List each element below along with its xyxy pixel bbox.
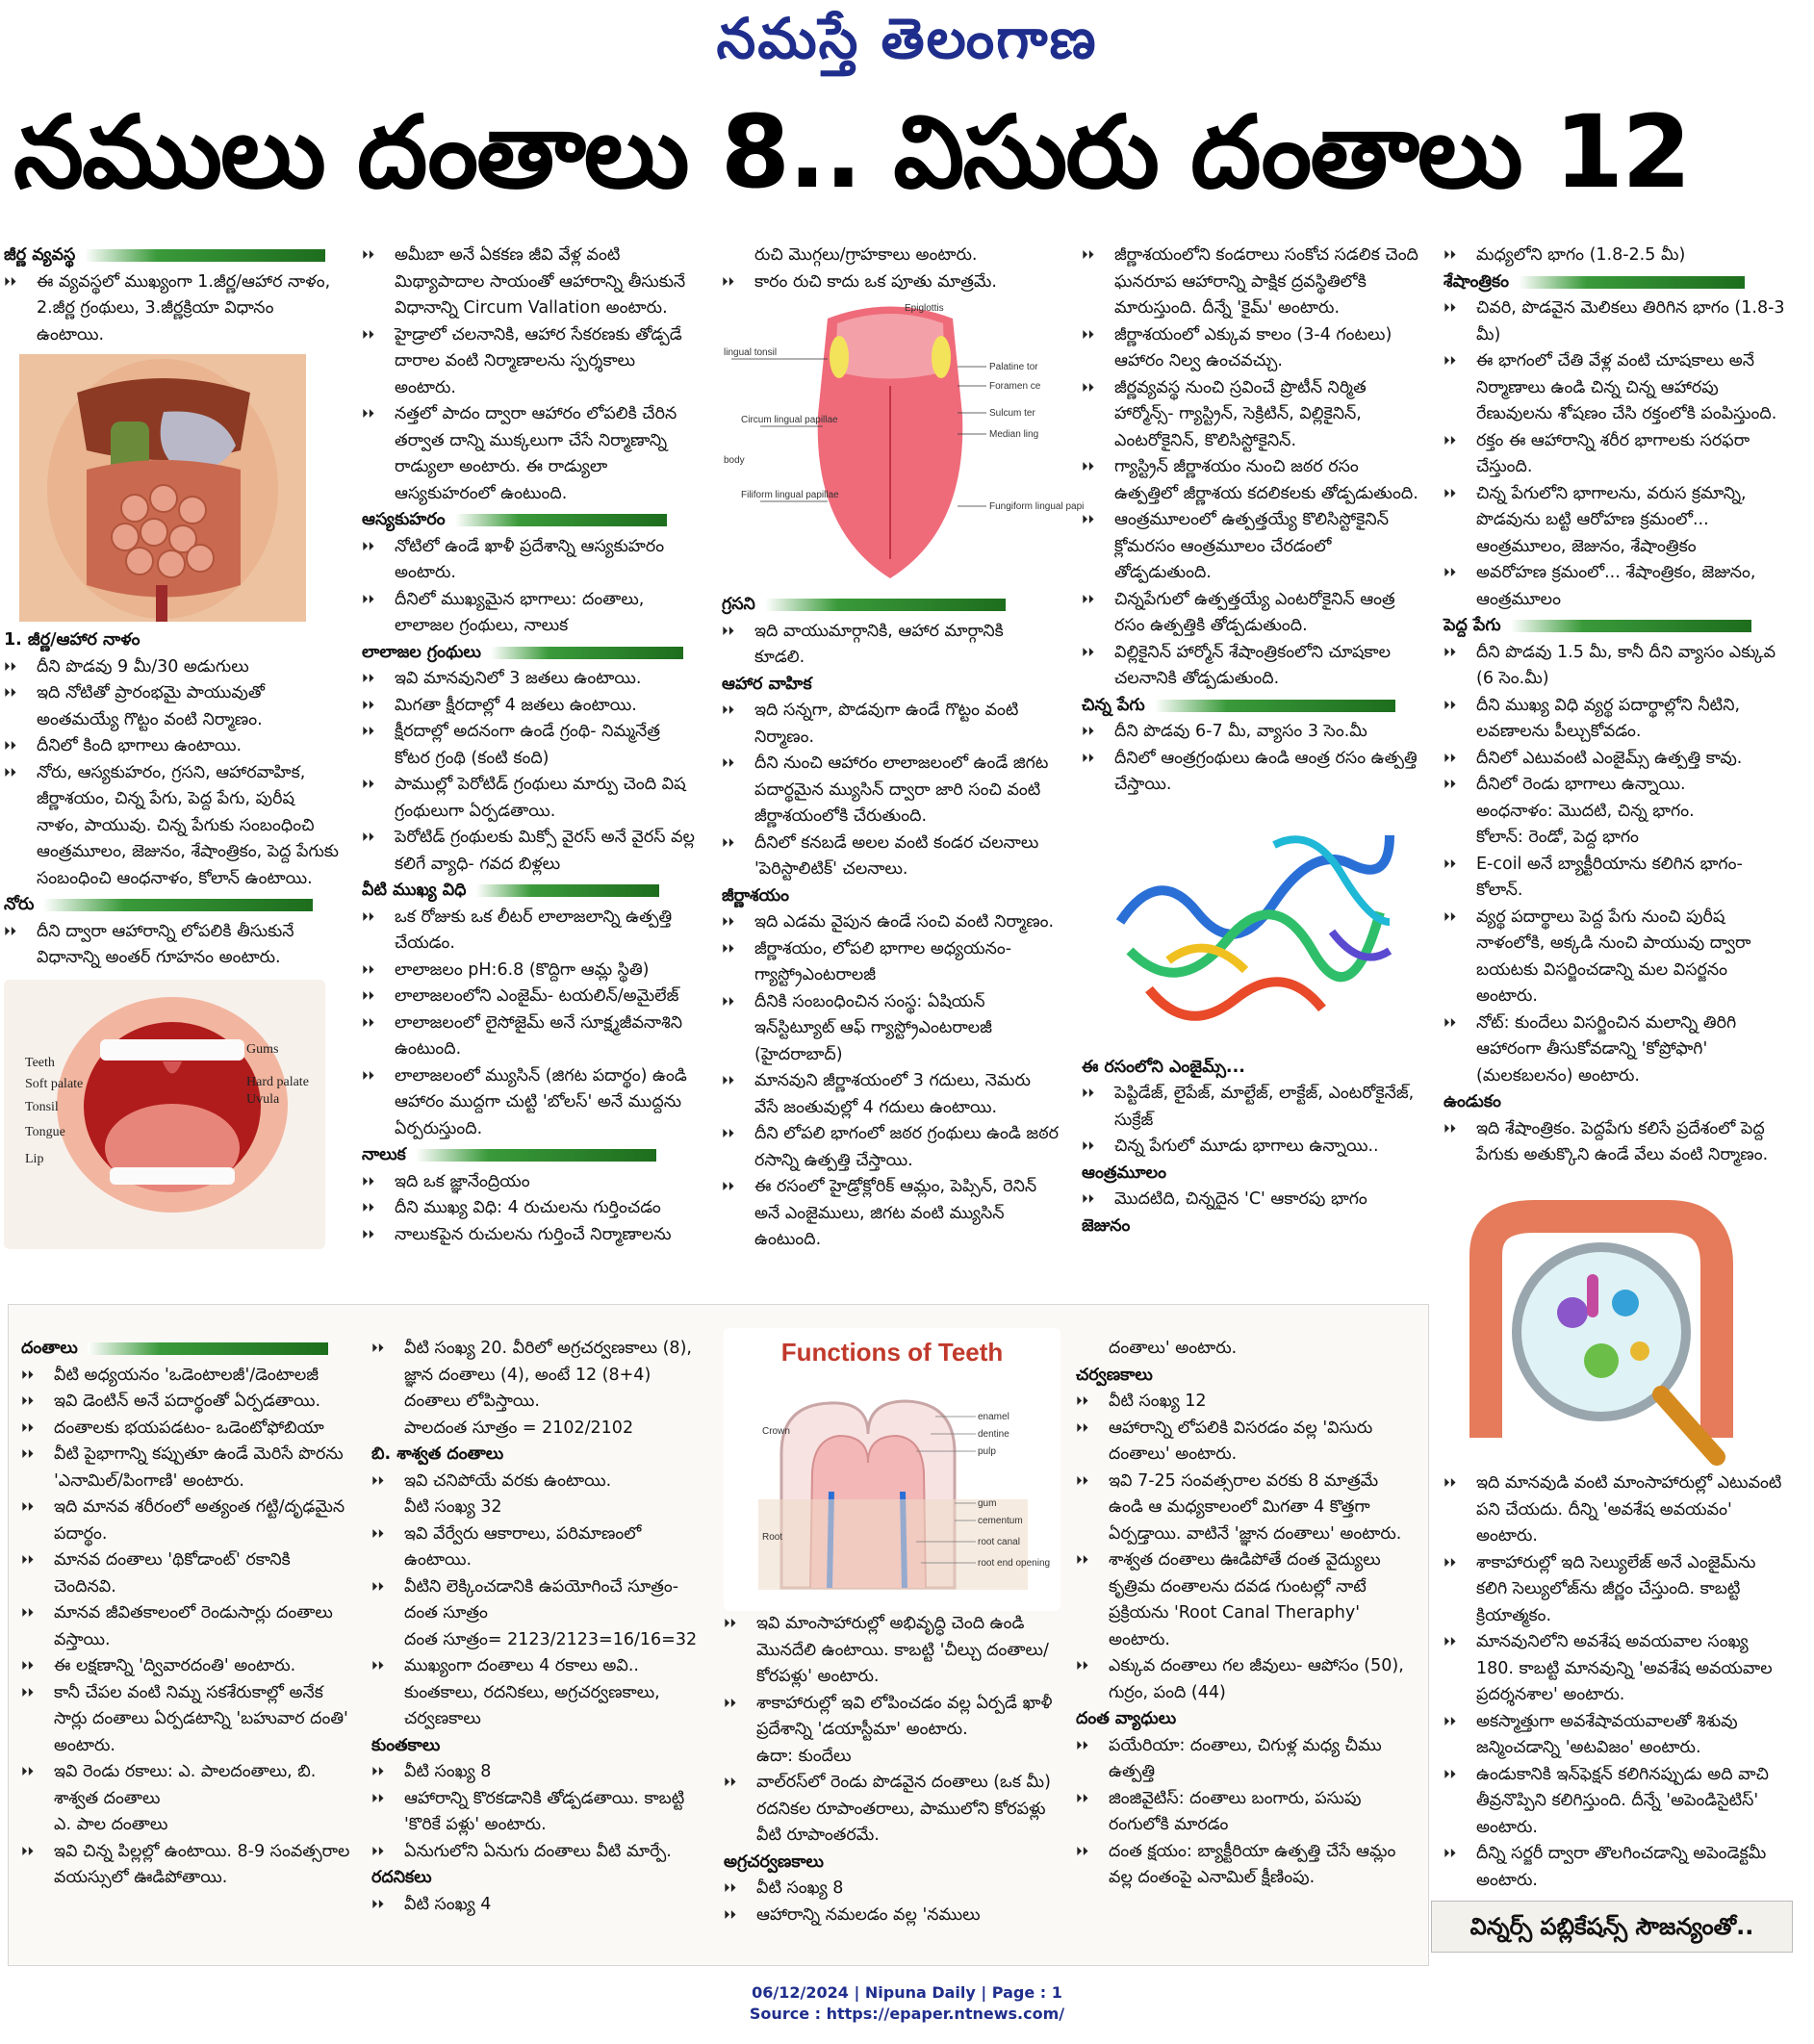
bullet-item: ⏵⏵ లాలాజలంలో లైసోజైమ్ అనే సూక్ష్మజీవనాశిని ఉంటుంది. xyxy=(362,1010,699,1063)
section-heading: జెజునం xyxy=(1082,1215,1131,1236)
bullet-icon: ⏵⏵ xyxy=(21,1844,34,1859)
bullet-item: ⏵⏵ శాశ్వత దంతాలు ఊడిపోతే దంత వైద్యులు కృత్రిమ దంతాలను దవడ గుంటల్లో నాటే ప్రక్రియను 'Root Canal Theraphy' అంటారు. xyxy=(1076,1547,1413,1653)
tongue-label: Foramen ce xyxy=(989,381,1041,392)
bullet-item: ⏵⏵ పాముల్లో పెరోటిడ్ గ్రంథులు మార్పు చెంది విష గ్రంథులుగా ఏర్పడతాయి. xyxy=(362,772,699,825)
bullet-icon: ⏵⏵ xyxy=(724,1617,736,1631)
bullet-icon: ⏵⏵ xyxy=(4,659,16,675)
bullet-icon: ⏵⏵ xyxy=(362,1068,374,1084)
bullet-icon: ⏵⏵ xyxy=(362,778,374,792)
mouth-label: Tonsil xyxy=(25,1099,59,1114)
bullet-item: ⏵⏵ అవరోహణ క్రమంలో... శేషాంత్రికం, జెజునం, ఆంత్రమూలం xyxy=(1444,560,1786,613)
section-heading: ఉండుకం xyxy=(1444,1092,1501,1111)
section-bar xyxy=(455,514,667,526)
bullet-icon: ⏵⏵ xyxy=(1082,380,1094,396)
bullet-item: ⏵⏵ వీటి సంఖ్య 20. వీరిలో అగ్రచర్వణకాలు (8), జ్ఞాన దంతాలు (4), అంటే 12 (8+4) దంతాలు లోపిస్తాయి. xyxy=(371,1336,706,1416)
bullet-item: ⏵⏵ దీనిలో కింది భాగాలు ఉంటాయి. xyxy=(4,733,339,760)
section-heading: చిన్న పేగు xyxy=(1082,695,1145,715)
text-line: దంత సూత్రం= 2123/2123=16/16=32 xyxy=(404,1629,698,1649)
bullet-item: ⏵⏵ ఈ లక్షణాన్ని 'ద్వివారదంతి' అంటారు. xyxy=(21,1653,353,1680)
page-footer xyxy=(0,1982,1814,2025)
bullet-item: ⏵⏵ జింజివైటిస్: దంతాలు బంగారు, పసుపు రంగులోకి మారడం xyxy=(1076,1786,1413,1839)
bullet-icon: ⏵⏵ xyxy=(371,1526,384,1542)
tongue-label: Sulcum ter xyxy=(989,408,1035,419)
mouth-label: Lip xyxy=(25,1151,44,1166)
bullet-item: ⏵⏵ జీర్ణవ్యవస్థ నుంచి స్రవించే ప్రొటీన్ నిర్మిత హార్మోన్స్- గ్యాస్ట్రిన్, సెక్రిటిన్, విల్లికైనిన్, ఎంటరోకైనిన్, కొలిసిస్టోకైనిన్. xyxy=(1082,375,1418,455)
tongue-label: Filiform lingual papillae xyxy=(741,490,839,500)
bullet-icon: ⏵⏵ xyxy=(362,672,374,686)
bullet-icon: ⏵⏵ xyxy=(722,274,734,290)
bullet-item: ⏵⏵ ఇది శేషాంత్రికం. పెద్దపేగు కలిసే ప్రదేశంలో పెద్ద పేగుకు అతుక్కొని ఉండే వేలు వంటి నిర్మాణం. xyxy=(1444,1116,1786,1169)
bullet-icon: ⏵⏵ xyxy=(362,248,374,263)
bullet-item: ⏵⏵ దీని పొడవు 6-7 మీ, వ్యాసం 3 సెం.మీ xyxy=(1082,719,1418,746)
bullet-icon: ⏵⏵ xyxy=(371,1341,384,1356)
bullet-icon: ⏵⏵ xyxy=(1076,1553,1088,1568)
bullet-item: ⏵⏵ జీర్ణాశయంలో ఎక్కువ కాలం (3-4 గంటలు) ఆహారం నిల్వ ఉంచవచ్చు. xyxy=(1082,322,1418,375)
bullet-item: ⏵⏵ మానవునిలోని అవశేష అవయవాల సంఖ్య 180. కాబట్టి మానవున్ని 'అవశేష అవయవాల ప్రదర్శనశాల' అంటారు. xyxy=(1444,1629,1786,1709)
bullet-icon: ⏵⏵ xyxy=(21,1685,34,1700)
bullet-icon: ⏵⏵ xyxy=(362,989,374,1004)
section-bar xyxy=(85,249,325,262)
section-heading: గ్రసని xyxy=(722,595,755,614)
bullet-item: ⏵⏵ ఇవి చనిపోయే వరకు ఉంటాయి. xyxy=(371,1469,706,1495)
teeth-label: cementum xyxy=(978,1516,1023,1526)
bullet-item: ⏵⏵ ఏనుగులోని ఏనుగు దంతాలు వీటి మార్పే. xyxy=(371,1839,706,1866)
bullet-icon: ⏵⏵ xyxy=(724,1881,736,1896)
bullet-item: ⏵⏵ వీటి పైభాగాన్ని కప్పుతూ ఉండే మెరిసే పొరను 'ఎనామిల్/పింగాణి' అంటారు. xyxy=(21,1442,353,1495)
bullet-item: ⏵⏵ నోరు, ఆస్యకుహరం, గ్రసని, ఆహారవాహిక, జీర్ణాశయం, చిన్న పేగు, పెద్ద పేగు, పురీష నాళం, పాయువు. చిన్న పేగుకు సంబంధించి ఆంత్రమూలం, జెజునం, శేషాంత్రికం, పెద్ద పేగుకు సంబంధించి ఆంధనాళం, కోలాన్ ఉంటాయి. xyxy=(4,760,339,893)
bullet-icon: ⏵⏵ xyxy=(4,686,16,701)
intestine-bacteria-illustration xyxy=(1457,1197,1742,1467)
bullet-item: ⏵⏵ దీని ద్వారా ఆహారాన్ని లోపలికి తీసుకునే విధానాన్ని అంతర్ గూహనం అంటారు. xyxy=(4,919,339,972)
bullet-icon: ⏵⏵ xyxy=(1444,778,1456,792)
bullet-item: ⏵⏵ నోట్: కుందేలు విసర్జించిన మలాన్ని తిరిగి ఆహారంగా తీసుకోవడాన్ని 'కోప్రోఫాగి' (మలకబలనం) అంటారు. xyxy=(1444,1010,1786,1090)
section-heading: దంత వ్యాధులు xyxy=(1076,1709,1177,1728)
bullet-item: ⏵⏵ ఇవి వేర్వేరు ఆకారాలు, పరిమాణంలో ఉంటాయి. xyxy=(371,1521,706,1574)
bullet-item: ⏵⏵ కారం రుచి కాదు ఒక పూతు మాత్రమే. xyxy=(722,269,1059,296)
bullet-icon: ⏵⏵ xyxy=(1444,856,1456,872)
bullet-icon: ⏵⏵ xyxy=(1082,327,1094,343)
bullet-icon: ⏵⏵ xyxy=(21,1367,34,1383)
bullet-item: ⏵⏵ దీన్ని సర్జరీ ద్వారా తొలగించడాన్ని అపెండెక్టమీ అంటారు. xyxy=(1444,1841,1786,1894)
bullet-icon: ⏵⏵ xyxy=(1082,1139,1094,1154)
bullet-item: ⏵⏵ దీని పొడవు 9 మీ/30 అడుగులు xyxy=(4,654,339,681)
bullet-icon: ⏵⏵ xyxy=(4,765,16,780)
bullet-item: ⏵⏵ విల్లికైనిన్ హార్మోన్ శేషాంత్రికంలోని చూషకాల చలనానికి తోడ్పడుతుంది. xyxy=(1082,640,1418,693)
bullet-item: ⏵⏵ దీనికి సంబంధించిన సంస్థ: ఏషియన్ ఇన్‌స్టిట్యూట్ ఆఫ్ గ్యాస్ట్రోఎంటరాలజీ (హైదరాబాద్) xyxy=(722,989,1059,1069)
masthead-logo: నమస్తే తెలంగాణ xyxy=(716,6,1098,71)
bullet-icon: ⏵⏵ xyxy=(1444,566,1456,580)
bullet-icon: ⏵⏵ xyxy=(371,1897,384,1912)
bullet-icon: ⏵⏵ xyxy=(362,830,374,845)
footer-source-link[interactable]: Source : https://epaper.ntnews.com/ xyxy=(749,2005,1065,2023)
bullet-item: ⏵⏵ అమీబా అనే ఏకకణ జీవి వేళ్ల వంటి మిథ్యాపాదాల సాయంతో ఆహారాన్ని తీసుకునే విధానాన్ని Circum Vallation అంటారు. xyxy=(362,243,699,322)
text-line: అంధనాళం: మొదటి, చిన్న భాగం. xyxy=(1476,801,1695,821)
bullet-item: ⏵⏵ మధ్యలోని భాగం (1.8-2.5 మీ) xyxy=(1444,243,1786,269)
section-heading: బి. శాశ్వత దంతాలు xyxy=(371,1444,504,1464)
section-heading: వీటి ముఖ్య విధి xyxy=(362,881,467,900)
section-heading: జీర్ణ వ్యవస్థ xyxy=(4,245,76,265)
lower-column-4 xyxy=(1076,1336,1413,1892)
bullet-icon: ⏵⏵ xyxy=(1444,433,1456,448)
bullet-item: ⏵⏵ వీటి సంఖ్య 8 xyxy=(724,1876,1060,1903)
section-bar xyxy=(88,1342,328,1355)
bullet-icon: ⏵⏵ xyxy=(362,327,374,343)
section-heading: నాలుక xyxy=(362,1145,406,1164)
tongue-label: Epiglottis xyxy=(905,303,944,314)
bullet-item: ⏵⏵ దీనిలో ముఖ్యమైన భాగాలు: దంతాలు, లాలాజల గ్రంథులు, నాలుక xyxy=(362,587,699,640)
bullet-item: ⏵⏵ మానవుని జీర్ణాశయంలో 3 గదులు, నెమరు వేసే జంతువుల్లో 4 గదులు ఉంటాయి. xyxy=(722,1068,1059,1121)
bullet-icon: ⏵⏵ xyxy=(4,274,16,290)
bullet-item: ⏵⏵ ఆంత్రమూలంలో ఉత్పత్తయ్యే కొలిసిస్టోకైనిన్ క్లోమరసం ఆంత్రమూలం చేరడంలో తోడ్పడుతుంది. xyxy=(1082,507,1418,587)
section-bar xyxy=(416,1149,656,1162)
section-heading: నోరు xyxy=(4,895,35,914)
bullet-icon: ⏵⏵ xyxy=(362,539,374,554)
bullet-item: ⏵⏵ ఇది వాయుమార్గానికి, ఆహార మార్గానికి కూడలి. xyxy=(722,619,1059,672)
bullet-item: ⏵⏵ దీని లోపలి భాగంలో జఠర గ్రంథులు ఉండి జఠర రసాన్ని ఉత్పత్తి చేస్తాయి. xyxy=(722,1121,1059,1174)
bullet-item: ⏵⏵ లాలాజలంలోని ఎంజైమ్- టయలిన్/అమైలేజ్ xyxy=(362,984,699,1010)
mouth-label: Gums xyxy=(246,1041,279,1057)
bullet-item: ⏵⏵ హైడ్రాలో చలనానికి, ఆహార సేకరణకు తోడ్పడే దారాల వంటి నిర్మాణాలను స్పర్శకాలు అంటారు. xyxy=(362,322,699,402)
teeth-diagram-title: Functions of Teeth xyxy=(780,1338,1004,1367)
bullet-icon: ⏵⏵ xyxy=(362,407,374,422)
bullet-icon: ⏵⏵ xyxy=(21,1394,34,1409)
bullet-item: ⏵⏵ జీర్ణాశయంలోని కండరాలు సంకోచ సడలిక చెంది ఘనరూప ఆహారాన్ని పాక్షిక ద్రవస్థితిలోకి మారుస్తుంది. దీన్నే 'కైమ్' అంటారు. xyxy=(1082,243,1418,322)
bullet-icon: ⏵⏵ xyxy=(21,1765,34,1779)
bullet-icon: ⏵⏵ xyxy=(1076,1738,1088,1753)
bullet-icon: ⏵⏵ xyxy=(1082,460,1094,474)
bullet-item: ⏵⏵ అకస్మాత్తుగా అవశేషావయవాలతో శిశువు జన్మించడాన్ని 'అటవిజం' అంటారు. xyxy=(1444,1709,1786,1762)
bullet-icon: ⏵⏵ xyxy=(21,1659,34,1674)
bullet-item: ⏵⏵ దంత క్షయం: బ్యాక్టీరియా ఉత్పత్తి చేసే ఆమ్లం వల్ల దంతంపై ఎనామిల్ క్షీణింపు. xyxy=(1076,1839,1413,1892)
bullet-icon: ⏵⏵ xyxy=(1082,725,1094,739)
bullet-icon: ⏵⏵ xyxy=(722,941,734,957)
teeth-label: enamel xyxy=(978,1412,1009,1422)
mouth-label: Soft palate xyxy=(25,1076,84,1091)
bullet-icon: ⏵⏵ xyxy=(1444,909,1456,925)
bullet-item: ⏵⏵ మానవ దంతాలు 'థికోడాంట్' రకానికి చెందినవి. xyxy=(21,1547,353,1600)
bullet-item: ⏵⏵ చిన్నపేగులో ఉత్పత్తయ్యే ఎంటరోకైనిన్ ఆంత్ర రసం ఉత్పత్తికి తోడ్పడుతుంది. xyxy=(1082,587,1418,640)
bullet-icon: ⏵⏵ xyxy=(1076,1473,1088,1489)
bullet-item: ⏵⏵ వీటిని లెక్కించడానికి ఉపయోగించే సూత్రం- దంత సూత్రం xyxy=(371,1574,706,1627)
bullet-item: ⏵⏵ జీర్ణాశయం, లోపలి భాగాల అధ్యయనం- గ్యాస్ట్రోఎంటరాలజీ xyxy=(722,936,1059,989)
bullet-icon: ⏵⏵ xyxy=(1076,1791,1088,1806)
section-bar xyxy=(476,884,659,897)
bullet-item: ⏵⏵ మొదటిది, చిన్నదైన 'C' ఆకారపు భాగం xyxy=(1082,1187,1418,1214)
bullet-icon: ⏵⏵ xyxy=(4,739,16,754)
text-line: కోలాన్: రెండో, పెద్ద భాగం xyxy=(1476,828,1639,847)
bullet-icon: ⏵⏵ xyxy=(722,1180,734,1194)
bullet-icon: ⏵⏵ xyxy=(362,962,374,978)
lower-column-1 xyxy=(21,1336,353,1892)
bullet-item: ⏵⏵ ఆహారాన్ని నమలడం వల్ల 'నములు xyxy=(724,1903,1060,1929)
bullet-item: ⏵⏵ చివరి, పొడవైన మెలికలు తిరిగిన భాగం (1.8-3 మీ) xyxy=(1444,295,1786,348)
bullet-icon: ⏵⏵ xyxy=(21,1606,34,1621)
teeth-label: root canal xyxy=(978,1537,1020,1547)
bullet-item: ⏵⏵ ఆహారాన్ని లోపలికి విసరడం వల్ల 'విసురు దంతాలు' అంటారు. xyxy=(1076,1416,1413,1469)
bullet-icon: ⏵⏵ xyxy=(21,1500,34,1515)
bullet-icon: ⏵⏵ xyxy=(722,624,734,639)
page-headline: నములు దంతాలు 8.. విసురు దంతాలు 12 xyxy=(13,93,1690,211)
bullet-icon: ⏵⏵ xyxy=(722,835,734,851)
teeth-label: Root xyxy=(762,1532,783,1543)
bullet-item: ⏵⏵ దీని నుంచి ఆహారం లాలాజలంలో ఉండే జిగట పదార్థమైన మ్యుసిన్ ద్వారా జారి సంచి వంటి జీర్ణాశయంలోకి చేరుతుంది. xyxy=(722,751,1059,830)
bullet-icon: ⏵⏵ xyxy=(1444,1121,1456,1137)
mouth-illustration xyxy=(4,980,325,1249)
tongue-label: Fungiform lingual papi xyxy=(989,501,1085,512)
bullet-item: ⏵⏵ ఉండుకానికి ఇన్‌ఫెక్షన్ కలిగినప్పుడు అది వాచి తీవ్రనొప్పిని కలిగిస్తుంది. దీన్నే 'అపెండిసైటిస్' అంటారు. xyxy=(1444,1762,1786,1842)
bullet-icon: ⏵⏵ xyxy=(1444,301,1456,316)
bullet-item: ⏵⏵ ఇవి రెండు రకాలు: ఎ. పాలదంతాలు, బి. శాశ్వత దంతాలు xyxy=(21,1759,353,1812)
mouth-label: Teeth xyxy=(25,1055,55,1070)
section-bar xyxy=(1511,620,1751,632)
bullet-item: ⏵⏵ ఇది ఒక జ్ఞానేంద్రియం xyxy=(362,1169,699,1196)
bullet-item: ⏵⏵ వీటి సంఖ్య 12 xyxy=(1076,1389,1413,1416)
numbered-heading: 1. జీర్ణ/ఆహార నాళం xyxy=(4,630,141,650)
mouth-label: Uvula xyxy=(246,1091,280,1107)
bullet-item: ⏵⏵ ఒక రోజుకు ఒక లీటర్ లాలాజలాన్ని ఉత్పత్తి చేయడం. xyxy=(362,905,699,958)
bullet-item: ⏵⏵ దీనిలో ఆంత్రగ్రంథులు ఉండి ఆంత్ర రసం ఉత్పత్తి చేస్తాయి. xyxy=(1082,746,1418,799)
section-bar xyxy=(491,647,683,659)
digestive-system-illustration xyxy=(19,354,306,622)
bullet-item: ⏵⏵ నాలుకపైన రుచులను గుర్తించే నిర్మాణాలను xyxy=(362,1222,699,1249)
bullet-item: ⏵⏵ ఇవి మాంసాహారుల్లో అభివృద్ధి చెంది ఉండి మొనదేలి ఉంటాయి. కాబట్టి 'చీల్చు దంతాలు/ కోరపళ్లు' అంటారు. xyxy=(724,1611,1060,1691)
teeth-label: dentine xyxy=(978,1429,1009,1440)
bullet-icon: ⏵⏵ xyxy=(362,1174,374,1189)
bullet-item: ⏵⏵ ఇది ఎడమ వైపున ఉండే సంచి వంటి నిర్మాణం. xyxy=(722,909,1059,936)
section-heading: అగ్రచర్వణకాలు xyxy=(724,1852,824,1872)
bullet-item: ⏵⏵ మిగతా క్షీరదాల్లో 4 జతలు ఉంటాయి. xyxy=(362,693,699,720)
bullet-icon: ⏵⏵ xyxy=(371,1765,384,1779)
bullet-item: ⏵⏵ ఈ భాగంలో చేతి వేళ్ల వంటి చూషకాలు అనే నిర్మాణాలు ఉండి చిన్న చిన్న ఆహారపు రేణువులను శోషణం చేసి రక్తంలోకి పంపిస్తుంది. xyxy=(1444,348,1786,428)
bullet-icon: ⏵⏵ xyxy=(371,1579,384,1595)
bullet-item: ⏵⏵ ఇది సన్నగా, పొడవుగా ఉండే గొట్టం వంటి నిర్మాణం. xyxy=(722,698,1059,751)
text-line: పాలదంత సూత్రం = 2102/2102 xyxy=(404,1418,634,1438)
bullet-icon: ⏵⏵ xyxy=(1076,1844,1088,1859)
bullet-icon: ⏵⏵ xyxy=(1082,513,1094,527)
bullet-icon: ⏵⏵ xyxy=(371,1844,384,1859)
bullet-icon: ⏵⏵ xyxy=(1444,1015,1456,1031)
bullet-icon: ⏵⏵ xyxy=(1444,698,1456,713)
bullet-icon: ⏵⏵ xyxy=(1444,1847,1456,1861)
bullet-item: ⏵⏵ మానవ జీవితకాలంలో రెండుసార్లు దంతాలు వస్తాయి. xyxy=(21,1600,353,1653)
bullet-item: ⏵⏵ ఇవి మానవునిలో 3 జతలు ఉంటాయి. xyxy=(362,666,699,693)
section-heading: రదనికలు xyxy=(371,1868,432,1887)
bullet-item: ⏵⏵ లాలాజలంలో మ్యుసిన్ (జిగట పదార్థం) ఉండి ఆహారం ముద్దగా చుట్టి 'బోలస్' అనే ముద్దను ఏర్పరుస్తుంది. xyxy=(362,1063,699,1143)
bullet-icon: ⏵⏵ xyxy=(722,756,734,771)
column-4 xyxy=(1082,243,1418,1239)
teeth-label: pulp xyxy=(978,1446,996,1457)
bullet-item: ⏵⏵ ఈ రసంలో హైడ్రోక్లోరిక్ ఆమ్లం, పెప్సిన్, రెనిన్ అనే ఎంజైములు, జిగట వంటి మ్యుసిన్ ఉంటుంది. xyxy=(722,1174,1059,1254)
bullet-item: ⏵⏵ రక్తం ఈ ఆహారాన్ని శరీర భాగాలకు సరఫరా చేస్తుంది. xyxy=(1444,428,1786,481)
bullet-item: ⏵⏵ క్షీరదాల్లో అదనంగా ఉండే గ్రంథి- నిమ్మనేత్ర కోటర గ్రంథి (కంటి కంది) xyxy=(362,719,699,772)
mouth-label: Hard palate xyxy=(246,1074,309,1089)
bullet-icon: ⏵⏵ xyxy=(362,725,374,739)
bullet-item: ⏵⏵ దంతాలకు భయపడటం- ఒడెంటోఫోబియా xyxy=(21,1416,353,1443)
bullet-item: ⏵⏵ పయేరియా: దంతాలు, చిగుళ్ల మధ్య చీము ఉత్పత్తి xyxy=(1076,1733,1413,1786)
bullet-icon: ⏵⏵ xyxy=(1444,1714,1456,1729)
bullet-icon: ⏵⏵ xyxy=(1076,1394,1088,1409)
section-bar xyxy=(1519,276,1745,289)
bullet-item: ⏵⏵ దీనిలో రెండు భాగాలు ఉన్నాయి. xyxy=(1444,772,1786,799)
bullet-item: ⏵⏵ లాలాజలం pH:6.8 (కొద్దిగా ఆమ్ల స్థితి) xyxy=(362,958,699,984)
bullet-item: ⏵⏵ ఎక్కువ దంతాలు గల జీవులు- ఆపోసం (50), గుర్రం, పంది (44) xyxy=(1076,1653,1413,1706)
lower-column-3 xyxy=(724,1328,1060,1929)
section-heading: ఈ రసంలోని ఎంజైమ్స్... xyxy=(1082,1057,1245,1077)
mouth-label: Tongue xyxy=(25,1124,65,1139)
column-3 xyxy=(722,243,1085,1254)
bullet-item: ⏵⏵ ఇవి డెంటిన్ అనే పదార్థంతో ఏర్పడతాయి. xyxy=(21,1389,353,1416)
bullet-icon: ⏵⏵ xyxy=(21,1553,34,1568)
column-5-continued xyxy=(1444,1470,1786,1894)
bullet-icon: ⏵⏵ xyxy=(1444,1635,1456,1649)
section-heading: చర్వణకాలు xyxy=(1076,1365,1153,1385)
section-bar xyxy=(765,599,1006,611)
bullet-icon: ⏵⏵ xyxy=(362,592,374,607)
bullet-icon: ⏵⏵ xyxy=(722,915,734,930)
bullet-item: ⏵⏵ నత్తలో పాదం ద్వారా ఆహారం లోపలికి చేరిన తర్వాత దాన్ని ముక్కలుగా చేసే నిర్మాణాన్ని రాడ్యులా అంటారు. ఈ రాడ్యులా ఆస్యకుహరంలో ఉంటుంది. xyxy=(362,401,699,507)
bullet-item: ⏵⏵ వాల్‌రస్‌లో రెండు పొడవైన దంతాలు (ఒక మీ) రదనికల రూపాంతరాలు, పాములోని కోరపళ్లు వీటి రూపాంతరమే. xyxy=(724,1770,1060,1850)
bullet-icon: ⏵⏵ xyxy=(724,1907,736,1923)
bullet-icon: ⏵⏵ xyxy=(1444,354,1456,369)
column-2 xyxy=(362,243,699,1248)
bullet-item: ⏵⏵ నోటిలో ఉండే ఖాళీ ప్రదేశాన్ని ఆస్యకుహరం అంటారు. xyxy=(362,534,699,587)
bullet-item: ⏵⏵ దీని ముఖ్య విధి: 4 రుచులను గుర్తించడం xyxy=(362,1195,699,1222)
bullet-item: ⏵⏵ వీటి సంఖ్య 8 xyxy=(371,1759,706,1786)
bullet-icon: ⏵⏵ xyxy=(1082,1192,1094,1207)
section-heading: ఆస్యకుహరం xyxy=(362,510,446,529)
text-line: వీటి సంఖ్య 32 xyxy=(404,1497,502,1517)
bullet-icon: ⏵⏵ xyxy=(1444,248,1456,263)
bullet-icon: ⏵⏵ xyxy=(722,994,734,1009)
tongue-label: Circum lingual papillae xyxy=(741,415,838,425)
bullet-icon: ⏵⏵ xyxy=(1082,751,1094,766)
text-line: రుచి మొగ్గలు/గ్రాహకాలు అంటారు. xyxy=(754,245,978,265)
teeth-label: root end opening xyxy=(978,1558,1051,1569)
publisher-credit: విన్నర్స్ పబ్లికేషన్స్ సౌజన్యంతో.. xyxy=(1431,1901,1793,1953)
text-line: దంతాలు' అంటారు. xyxy=(1109,1339,1238,1358)
bullet-icon: ⏵⏵ xyxy=(362,1015,374,1031)
bullet-icon: ⏵⏵ xyxy=(1444,486,1456,501)
bullet-icon: ⏵⏵ xyxy=(722,1127,734,1141)
bullet-icon: ⏵⏵ xyxy=(21,1420,34,1436)
bullet-icon: ⏵⏵ xyxy=(722,1074,734,1088)
bullet-icon: ⏵⏵ xyxy=(1082,645,1094,660)
bullet-item: ⏵⏵ దీని ముఖ్య విధి వ్యర్థ పదార్థాల్లోని నీటిని, లవణాలను పీల్చుకోవడం. xyxy=(1444,693,1786,746)
tongue-label: body xyxy=(724,455,745,466)
section-heading: పెద్ద పేగు xyxy=(1444,616,1501,635)
bullet-item: ⏵⏵ వీటి అధ్యయనం 'ఒడెంటాలజీ'/డెంటాలజీ xyxy=(21,1363,353,1390)
bullet-icon: ⏵⏵ xyxy=(1076,1420,1088,1436)
bullet-item: ⏵⏵ దీని పొడవు 1.5 మీ, కానీ దీని వ్యాసం ఎక్కువ (6 సెం.మీ) xyxy=(1444,640,1786,693)
text-line: ఉదా: కుందేలు xyxy=(756,1746,852,1766)
bullet-item: ⏵⏵ దీనిలో ఎటువంటి ఎంజైమ్స్ ఉత్పత్తి కావు. xyxy=(1444,746,1786,773)
tongue-diagram xyxy=(722,299,1085,588)
bullet-icon: ⏵⏵ xyxy=(371,1659,384,1674)
bullet-item: ⏵⏵ చిన్న పేగులోని భాగాలను, వరుస క్రమాన్ని, పొడవును బట్టి ఆరోహణ క్రమంలో... ఆంత్రమూలం, జెజునం, శేషాంత్రికం xyxy=(1444,481,1786,561)
bullet-item: ⏵⏵ వ్యర్థ పదార్థాలు పెద్ద పేగు నుంచి పురీష నాళంలోకి, అక్కడి నుంచి పాయువు ద్వారా బయటకు విసర్జించడాన్ని మల విసర్జనం అంటారు. xyxy=(1444,905,1786,1010)
bullet-icon: ⏵⏵ xyxy=(1444,751,1456,766)
teeth-diagram xyxy=(724,1328,1060,1611)
bullet-item: ⏵⏵ E-coil అనే బ్యాక్టీరియాను కలిగిన భాగం- కోలాన్. xyxy=(1444,852,1786,905)
bullet-icon: ⏵⏵ xyxy=(724,1776,736,1790)
bullet-item: ⏵⏵ శాకాహారుల్లో ఇది సెల్యులేజ్ అనే ఎంజైమ్‌ను కలిగి సెల్యులోజ్‌ను జీర్ణం చేస్తుంది. కాబట్టి క్రియాత్మకం. xyxy=(1444,1550,1786,1630)
bullet-item: ⏵⏵ గ్యాస్ట్రిన్ జీర్ణాశయం నుంచి జఠర రసం ఉత్పత్తిలో జీర్ణాశయ కదలికలకు తోడ్పడుతుంది. xyxy=(1082,454,1418,507)
bullet-icon: ⏵⏵ xyxy=(722,703,734,718)
section-bar xyxy=(43,899,313,911)
tongue-label: lingual tonsil xyxy=(724,347,778,358)
bullet-icon: ⏵⏵ xyxy=(371,1473,384,1489)
bullet-icon: ⏵⏵ xyxy=(1082,1086,1094,1101)
bullet-icon: ⏵⏵ xyxy=(1444,1476,1456,1491)
bullet-item: ⏵⏵ ఇది మానవుడి వంటి మాంసాహారుల్లో ఎటువంటి పని చేయదు. దీన్ని 'అవశేష అవయవం' అంటారు. xyxy=(1444,1470,1786,1550)
bullet-icon: ⏵⏵ xyxy=(724,1696,736,1711)
bullet-icon: ⏵⏵ xyxy=(362,1201,374,1215)
bullet-icon: ⏵⏵ xyxy=(21,1447,34,1462)
bullet-item: ⏵⏵ వీటి సంఖ్య 4 xyxy=(371,1892,706,1919)
bullet-icon: ⏵⏵ xyxy=(1076,1659,1088,1674)
section-heading: ఆహార వాహిక xyxy=(722,674,812,694)
bullet-item: ⏵⏵ ఆహారాన్ని కొరకడానికి తోడ్పడతాయి. కాబట్టి 'కొరికే పళ్లు' అంటారు. xyxy=(371,1786,706,1839)
lower-column-2 xyxy=(371,1336,706,1918)
bullet-item: ⏵⏵ దీనిలో కనబడే అలల వంటి కండర చలనాలు 'పెరిస్టాలిటిక్' చలనాలు. xyxy=(722,830,1059,883)
bullet-item: ⏵⏵ శాకాహారుల్లో ఇవి లోపించడం వల్ల ఏర్పడే ఖాళీ ప్రదేశాన్ని 'డయాస్టీమా' అంటారు. xyxy=(724,1691,1060,1744)
bullet-item: ⏵⏵ పెరోటిడ్ గ్రంథులకు మిక్సో వైరస్ అనే వైరస్ వల్ల కలిగే వ్యాధి- గవద బిళ్లలు xyxy=(362,825,699,878)
bullet-icon: ⏵⏵ xyxy=(362,698,374,713)
bullet-item: ⏵⏵ ఇది మానవ శరీరంలో అత్యంత గట్టి/దృఢమైన పదార్థం. xyxy=(21,1495,353,1547)
bullet-icon: ⏵⏵ xyxy=(371,1791,384,1806)
tongue-label: Palatine tor xyxy=(989,362,1038,372)
section-heading: జీర్ణాశయం xyxy=(722,885,790,906)
bullet-icon: ⏵⏵ xyxy=(1082,248,1094,263)
bullet-item: ⏵⏵ ఈ వ్యవస్థలో ముఖ్యంగా 1.జీర్ణ/ఆహార నాళం, 2.జీర్ణ గ్రంథులు, 3.జీర్ణక్రియా విధానం ఉంటాయి. xyxy=(4,269,339,349)
bullet-item: ⏵⏵ చిన్న పేగులో మూడు భాగాలు ఉన్నాయి.. xyxy=(1082,1134,1418,1161)
teeth-label: Crown xyxy=(762,1426,790,1437)
enzyme-protein-illustration xyxy=(1101,806,1409,1047)
bullet-item: ⏵⏵ ముఖ్యంగా దంతాలు 4 రకాలు అవి.. కుంతకాలు, రదనికలు, అగ్రచర్వణకాలు, చర్వణకాలు xyxy=(371,1653,706,1733)
bullet-item: ⏵⏵ పెప్టిడేజ్, లైపేజ్, మాల్టేజ్, లాక్టేజ్, ఎంటరోకైనేజ్, సుక్రేజ్ xyxy=(1082,1081,1418,1134)
footer-date-line: 06/12/2024 | Nipuna Daily | Page : 1 xyxy=(752,1983,1062,2002)
bullet-icon: ⏵⏵ xyxy=(362,1227,374,1242)
text-line: ఎ. పాల దంతాలు xyxy=(54,1815,168,1834)
teeth-label: gum xyxy=(978,1498,997,1509)
tongue-label: Median ling xyxy=(989,429,1039,440)
bullet-icon: ⏵⏵ xyxy=(1082,592,1094,607)
bullet-icon: ⏵⏵ xyxy=(362,909,374,925)
bullet-icon: ⏵⏵ xyxy=(1444,1555,1456,1571)
section-heading: కుంతకాలు xyxy=(371,1735,441,1755)
bullet-icon: ⏵⏵ xyxy=(4,924,16,939)
column-5 xyxy=(1444,243,1786,1169)
bullet-item: ⏵⏵ ఇది నోటితో ప్రారంభమై పాయువుతో అంతమయ్యే గొట్టం వంటి నిర్మాణం. xyxy=(4,680,339,733)
bullet-item: ⏵⏵ ఇవి చిన్న పిల్లల్లో ఉంటాయి. 8-9 సంవత్సరాల వయస్సులో ఊడిపోతాయి. xyxy=(21,1839,353,1892)
bullet-item: ⏵⏵ ఇవి 7-25 సంవత్సరాల వరకు 8 మాత్రమే ఉండి ఆ మధ్యకాలంలో మిగతా 4 కొత్తగా ఏర్పడ్తాయి. వాటినే 'జ్ఞాన దంతాలు' అంటారు. xyxy=(1076,1469,1413,1548)
section-heading: లాలాజల గ్రంథులు xyxy=(362,642,481,662)
bullet-item: ⏵⏵ కానీ చేపల వంటి నిమ్న సకశేరుకాల్లో అనేక సార్లు దంతాలు ఏర్పడటాన్ని 'బహువార దంతి' అంటారు. xyxy=(21,1680,353,1760)
bullet-icon: ⏵⏵ xyxy=(1444,645,1456,660)
section-bar xyxy=(1155,700,1395,712)
section-heading: దంతాలు xyxy=(21,1339,78,1358)
section-heading: ఆంత్రమూలం xyxy=(1082,1163,1166,1183)
bullet-icon: ⏵⏵ xyxy=(1444,1767,1456,1782)
section-heading: శేషాంత్రికం xyxy=(1444,271,1510,292)
column-1 xyxy=(4,243,339,1249)
